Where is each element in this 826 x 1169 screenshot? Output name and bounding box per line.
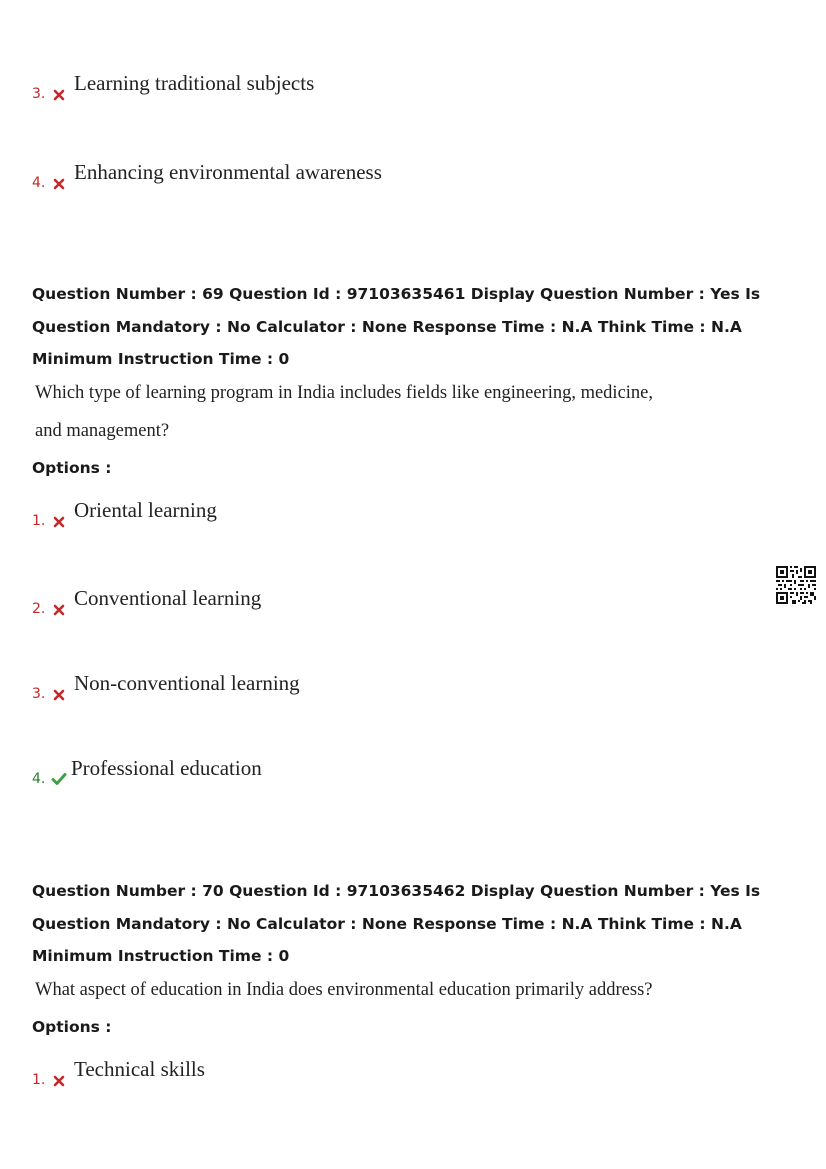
cross-icon (53, 178, 65, 190)
question-line: Which type of learning program in India includes fields like engineering, medicine, (35, 383, 654, 403)
option-number: 2. (32, 601, 46, 617)
option-number: 1. (32, 513, 46, 529)
check-icon (51, 772, 67, 786)
option-text: Technical skills (74, 1057, 205, 1081)
option-text: Oriental learning (74, 498, 217, 522)
option-text: Conventional learning (74, 586, 262, 610)
option-number: 1. (32, 1072, 46, 1088)
option-number: 3. (32, 686, 46, 702)
question-meta: Question Number : 69 Question Id : 97103635461 Display Question Number : Yes Is Question Mandatory : No Calculator : None Response Time : N.A Think Time : N.A Minimum Instruction Time : 0 (32, 285, 761, 368)
question-meta: Question Number : 70 Question Id : 97103635462 Display Question Number : Yes Is Question Mandatory : No Calculator : None Response Time : N.A Think Time : N.A Minimum Instruction Time : 0 (32, 882, 761, 965)
cross-icon (53, 604, 65, 616)
options-label: Options : (32, 1018, 112, 1036)
question-line: What aspect of education in India does environmental education primarily address? (35, 980, 653, 1000)
option-number: 3. (32, 86, 46, 102)
cross-icon (53, 1075, 65, 1087)
cross-icon (53, 689, 65, 701)
options-label: Options : (32, 459, 112, 477)
question-text (35, 374, 675, 450)
qr-code-icon (776, 566, 816, 604)
option-text: Learning traditional subjects (74, 71, 315, 95)
option-number: 4. (32, 175, 46, 191)
cross-icon (53, 89, 65, 101)
option-number: 4. (32, 771, 46, 787)
question-line: and management? (35, 421, 170, 441)
cross-icon (53, 516, 65, 528)
option-text: Enhancing environmental awareness (74, 160, 382, 184)
question-text (35, 971, 675, 1009)
option-text: Non-conventional learning (74, 671, 300, 695)
option-text: Professional education (71, 756, 262, 780)
